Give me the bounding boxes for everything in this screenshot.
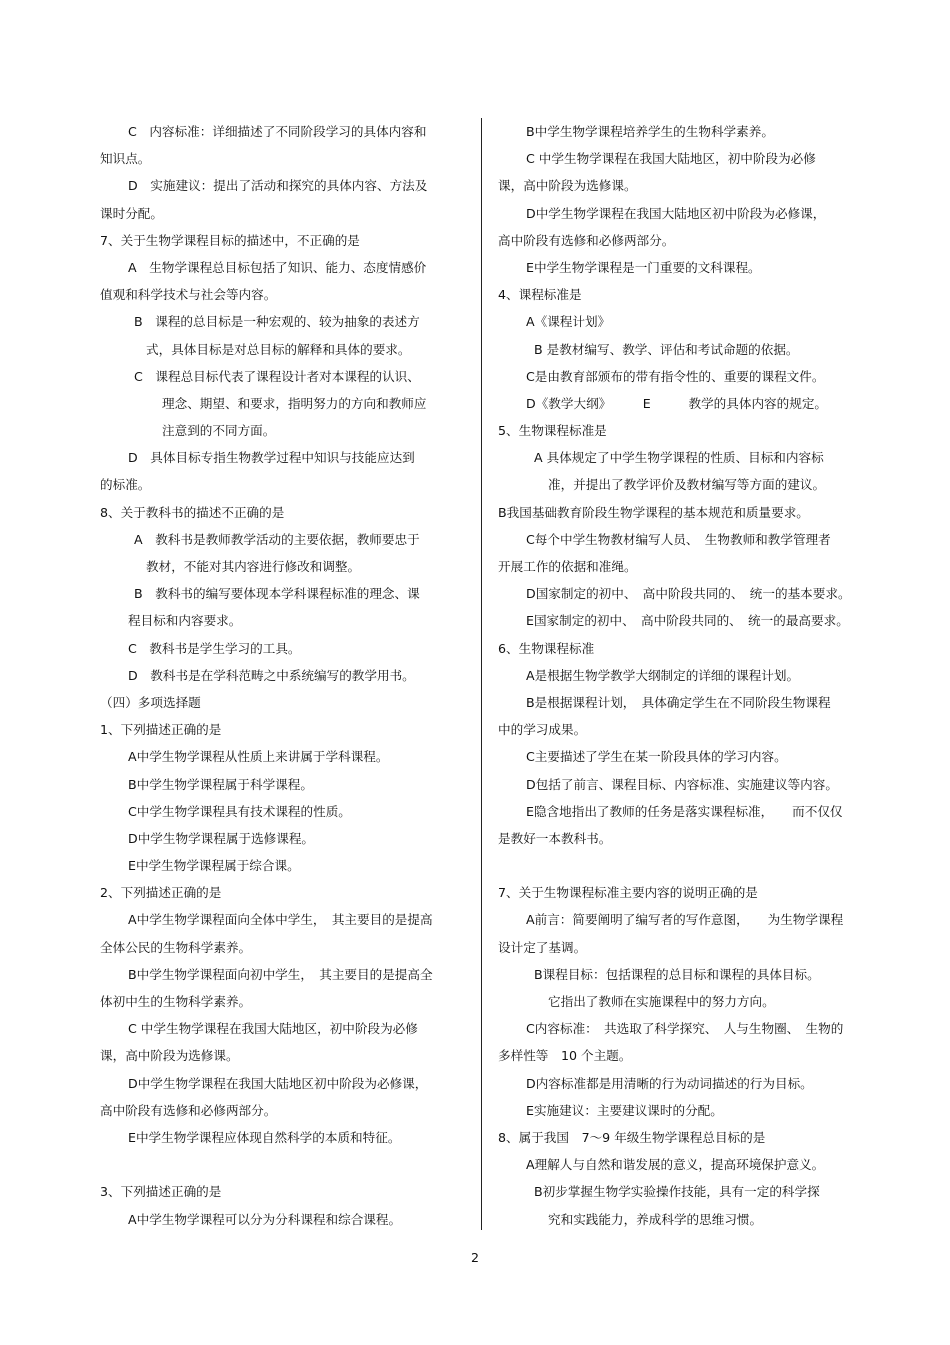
text-line: 知识点。 [100,151,151,167]
text-line: B 课程的总目标是一种宏观的、较为抽象的表述方 [134,314,420,330]
text-line: 教材，不能对其内容进行修改和调整。 [146,559,361,574]
text-line: 开展工作的依据和准绳。 [498,559,637,574]
text-line: B我国基础教育阶段生物学课程的基本规范和质量要求。 [498,504,809,520]
text-line: 设计定了基调。 [498,939,587,955]
text-line: 全体公民的生物科学素养。 [100,939,252,955]
text-line: A中学生物学课程从性质上来讲属于学科课程。 [128,749,389,765]
text-line: B 是教材编写、教学、评估和考试命题的依据。 [534,341,799,357]
text-line: 究和实践能力，养成科学的思维习惯。 [548,1211,763,1227]
section-heading: （四）多项选择题 [100,694,201,710]
question-heading: 7、关于生物课程标准主要内容的说明正确的是 [498,885,758,901]
question-heading: 8、属于我国 7～9 年级生物学课程总目标的是 [498,1129,766,1145]
text-line: A理解人与自然和谐发展的意义，提高环境保护意义。 [526,1157,825,1173]
text-line: B 教科书的编写要体现本学科课程标准的理念、课 [134,586,420,602]
text-line: 注意到的不同方面。 [162,423,276,439]
column-divider [481,118,482,1230]
text-line: C 内容标准：详细描述了不同阶段学习的具体内容和 [128,124,427,139]
text-line: B初步掌握生物学实验操作技能，具有一定的科学探 [534,1184,820,1200]
text-line: C 课程总目标代表了课程设计者对本课程的认识、 [134,368,420,384]
text-line: C 中学生物学课程在我国大陆地区，初中阶段为必修 [526,151,816,167]
text-line: C中学生物学课程具有技术课程的性质。 [128,803,351,819]
question-heading: 7、关于生物学课程目标的描述中，不正确的是 [100,232,360,248]
text-line: 式，具体目标是对总目标的解释和具体的要求。 [146,341,411,357]
text-line: E中学生物学课程是一门重要的文科课程。 [526,259,761,275]
text-line: 高中阶段有选修和必修两部分。 [498,232,675,248]
text-line: A 生物学课程总目标包括了知识、能力、态度情感价 [128,259,427,275]
text-line: D中学生物学课程在我国大陆地区初中阶段为必修课， [526,205,826,221]
text-line: D 教科书是在学科范畴之中系统编写的教学用书。 [128,667,415,683]
text-line: A《课程计划》 [526,314,611,330]
text-line: 程目标和内容要求。 [128,613,242,629]
text-line: 准，并提出了教学评价及教材编写等方面的建议。 [548,477,826,493]
text-line: 的标准。 [100,477,151,493]
text-line: E中学生物学课程应体现自然科学的本质和特征。 [128,1129,401,1145]
right-column [498,118,860,1233]
page-number: 2 [470,1250,479,1265]
text-line: D《教学大纲》 E 教学的具体内容的规定。 [526,395,828,411]
text-line: D国家制定的初中、 高中阶段共同的、 统一的基本要求。 [526,586,851,602]
text-line: B是根据课程计划， 具体确定学生在不同阶段生物课程 [526,694,831,710]
question-heading: 2、下列描述正确的是 [100,885,222,901]
text-line: 课，高中阶段为选修课。 [100,1048,239,1064]
text-line: C 教科书是学生学习的工具。 [128,640,301,656]
question-heading: 5、生物课程标准是 [498,423,607,439]
text-line: C内容标准： 共选取了科学探究、 人与生物圈、 生物的 [526,1021,844,1037]
text-line: D包括了前言、课程目标、内容标准、实施建议等内容。 [526,776,838,792]
question-heading: 8、关于教科书的描述不正确的是 [100,504,285,520]
text-line: 它指出了教师在实施课程中的努力方向。 [548,994,775,1009]
text-line: 是教好一本教科书。 [498,830,612,846]
text-line: D中学生物学课程属于选修课程。 [128,830,315,846]
text-line: 理念、期望、和要求，指明努力的方向和教师应 [162,395,427,411]
text-line: D 具体目标专指生物教学过程中知识与技能应达到 [128,450,415,466]
text-line: A中学生物学课程可以分为分科课程和综合课程。 [128,1211,402,1227]
blank-line [100,1151,468,1178]
text-line: E隐含地指出了教师的任务是落实课程标准， 而不仅仅 [526,803,843,819]
text-line: B中学生物学课程属于科学课程。 [128,776,313,792]
text-line: C每个中学生物教材编写人员、 生物教师和教学管理者 [526,531,831,547]
text-line: A前言：简要阐明了编写者的写作意图， 为生物学课程 [526,912,844,928]
text-line: E实施建议：主要建议课时的分配。 [526,1102,723,1118]
text-line: D内容标准都是用清晰的行为动词描述的行为目标。 [526,1075,813,1091]
text-line: 值观和科学技术与社会等内容。 [100,287,277,303]
text-line: 课，高中阶段为选修课。 [498,178,637,194]
text-line: 多样性等 10 个主题。 [498,1048,632,1064]
left-column [100,118,468,1233]
text-line: C主要描述了学生在某一阶段具体的学习内容。 [526,749,787,765]
text-line: 体初中生的生物科学素养。 [100,994,252,1009]
text-line: A是根据生物学教学大纲制定的详细的课程计划。 [526,667,800,683]
text-line: B课程目标：包括课程的总目标和课程的具体目标。 [534,966,820,982]
blank-line [498,852,860,879]
question-heading: 1、下列描述正确的是 [100,722,222,738]
text-line: A中学生物学课程面向全体中学生， 其主要目的是提高 [128,912,433,928]
text-line: 中的学习成果。 [498,722,587,738]
text-line: B中学生物学课程培养学生的生物科学素养。 [526,124,774,139]
question-heading: 4、课程标准是 [498,287,582,303]
text-line: A 具体规定了中学生物学课程的性质、目标和内容标 [534,450,824,466]
text-line: C 中学生物学课程在我国大陆地区，初中阶段为必修 [128,1021,418,1037]
text-line: C是由教育部颁布的带有指令性的、重要的课程文件。 [526,368,825,384]
text-line: B中学生物学课程面向初中学生， 其主要目的是提高全 [128,966,433,982]
question-heading: 6、生物课程标准 [498,640,595,656]
text-line: D中学生物学课程在我国大陆地区初中阶段为必修课， [128,1075,428,1091]
text-line: 高中阶段有选修和必修两部分。 [100,1102,277,1118]
text-line: D 实施建议：提出了活动和探究的具体内容、方法及 [128,178,428,194]
text-line: E中学生物学课程属于综合课。 [128,858,300,874]
question-heading: 3、下列描述正确的是 [100,1184,222,1200]
text-line: E国家制定的初中、 高中阶段共同的、 统一的最高要求。 [526,613,849,629]
text-line: A 教科书是教师教学活动的主要依据，教师要忠于 [134,531,420,547]
text-line: 课时分配。 [100,205,163,221]
